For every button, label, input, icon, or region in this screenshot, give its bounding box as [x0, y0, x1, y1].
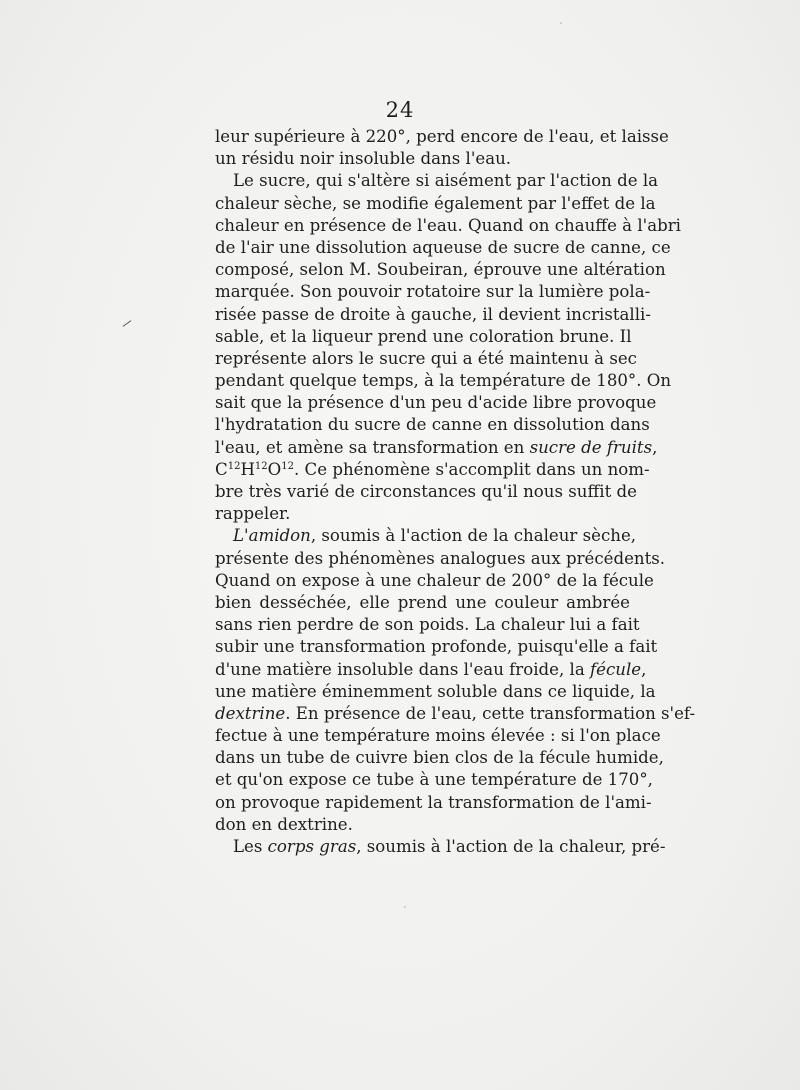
text-line — [215, 459, 650, 481]
italic-term: dextrine — [215, 703, 286, 723]
italic-term: corps gras — [267, 837, 357, 856]
text-segment: , soumis à l'action de la chaleur, pré- — [356, 837, 666, 856]
text-segment: l'hydratation du sucre de canne en dissolution dans — [215, 415, 650, 435]
text-segment: d'une matière insoluble dans l'eau froide, la — [215, 659, 590, 679]
text-line — [215, 215, 681, 237]
text-line — [215, 548, 666, 570]
text-segment: présente des phénomènes analogues aux précédents. — [215, 548, 666, 568]
text-segment: , — [652, 437, 658, 457]
text-line — [215, 392, 657, 414]
text-segment: de l'air une dissolution aqueuse de sucre de canne, ce — [215, 237, 671, 257]
text-segment: H — [240, 459, 255, 479]
text-segment: Les — [233, 837, 268, 856]
text-line — [215, 636, 658, 658]
text-segment: représente alors le sucre qui a été maintenu à sec — [215, 348, 637, 368]
text-line — [215, 281, 651, 303]
text-segment: dans un tube de cuivre bien clos de la fécule humide, — [215, 748, 664, 768]
text-line — [215, 525, 637, 547]
text-line — [215, 592, 630, 614]
text-line — [215, 437, 658, 459]
text-line — [215, 481, 637, 503]
text-segment: marquée. Son pouvoir rotatoire sur la lumière pola- — [215, 282, 651, 302]
text-line — [215, 792, 652, 814]
text-line — [215, 126, 669, 148]
italic-term: L'amidon — [233, 526, 311, 546]
text-line — [215, 193, 656, 215]
text-line — [215, 681, 656, 703]
text-segment: subir une transformation profonde, puisqu'elle a fait — [215, 637, 658, 657]
text-segment: . Ce phénomène s'accomplit dans un nom- — [294, 459, 650, 479]
text-segment: C — [215, 459, 228, 479]
text-segment: leur supérieure à 220°, perd encore de l'eau, et laisse — [215, 127, 669, 146]
superscript-number: 12 — [227, 460, 241, 472]
italic-term: fécule — [590, 659, 642, 679]
text-segment: , soumis à l'action de la chaleur sèche, — [310, 526, 637, 546]
page-number: 24 — [385, 98, 415, 122]
text-line — [215, 170, 659, 192]
paper-speck — [404, 906, 406, 908]
text-segment: sans rien perdre de son poids. La chaleur lui a fait — [215, 615, 640, 635]
text-line — [215, 570, 654, 592]
text-segment: don en dextrine. — [215, 814, 353, 834]
text-segment: Le sucre, qui s'altère si aisément par l'action de la — [233, 171, 659, 191]
text-segment: une matière éminemment soluble dans ce liquide, la — [215, 681, 656, 701]
text-segment: sait que la présence d'un peu d'acide libre provoque — [215, 393, 657, 413]
text-segment: l'eau, et amène sa transformation en — [215, 437, 530, 457]
text-line — [215, 725, 661, 747]
text-line — [215, 326, 630, 348]
text-segment: Quand on expose à une chaleur de 200° de la fécule — [215, 570, 654, 590]
text-segment: chaleur en présence de l'eau. Quand on chauffe à l'abri — [215, 215, 681, 235]
text-line — [215, 703, 696, 725]
body-text — [215, 126, 696, 858]
text-line — [215, 259, 666, 281]
text-segment: et qu'on expose ce tube à une température de 170°, — [215, 770, 653, 790]
italic-term: sucre de fruits — [529, 437, 653, 457]
text-segment: on provoque rapidement la transformation de l'ami- — [215, 792, 652, 812]
text-segment: risée passe de droite à gauche, il devient incristalli- — [215, 304, 651, 324]
text-segment: un résidu noir insoluble dans l'eau. — [215, 149, 512, 169]
text-line — [215, 148, 630, 170]
text-line — [215, 414, 650, 436]
text-segment: fectue à une température moins élevée : si l'on place — [215, 726, 661, 746]
text-segment: O — [267, 459, 282, 479]
text-line — [215, 304, 651, 326]
text-line — [215, 348, 637, 370]
text-line — [215, 659, 647, 681]
text-line — [215, 503, 630, 525]
text-segment: . En présence de l'eau, cette transformation s'ef- — [285, 703, 696, 723]
text-segment: rappeler. — [215, 504, 291, 524]
paper-speck — [560, 22, 562, 24]
superscript-number: 12 — [254, 460, 268, 472]
text-segment: pendant quelque temps, à la température de 180°. On — [215, 371, 672, 391]
text-segment: bre très varié de circonstances qu'il nous suffit de — [215, 482, 637, 501]
text-line — [215, 836, 666, 858]
text-line — [215, 370, 672, 392]
text-segment: , — [641, 659, 647, 679]
text-segment: chaleur sèche, se modifie également par l'effet de la — [215, 193, 656, 213]
superscript-number: 12 — [281, 460, 294, 472]
text-line — [215, 769, 653, 791]
text-line — [215, 614, 640, 636]
text-line — [215, 237, 671, 259]
text-segment: sable, et la liqueur prend une coloration brune. Il — [215, 326, 632, 346]
margin-pencil-mark — [123, 320, 132, 327]
text-line — [215, 814, 630, 836]
text-segment: bien desséchée, elle prend une couleur ambrée — [215, 592, 630, 612]
text-segment: composé, selon M. Soubeiran, éprouve une altération — [215, 260, 666, 280]
text-line — [215, 747, 664, 769]
